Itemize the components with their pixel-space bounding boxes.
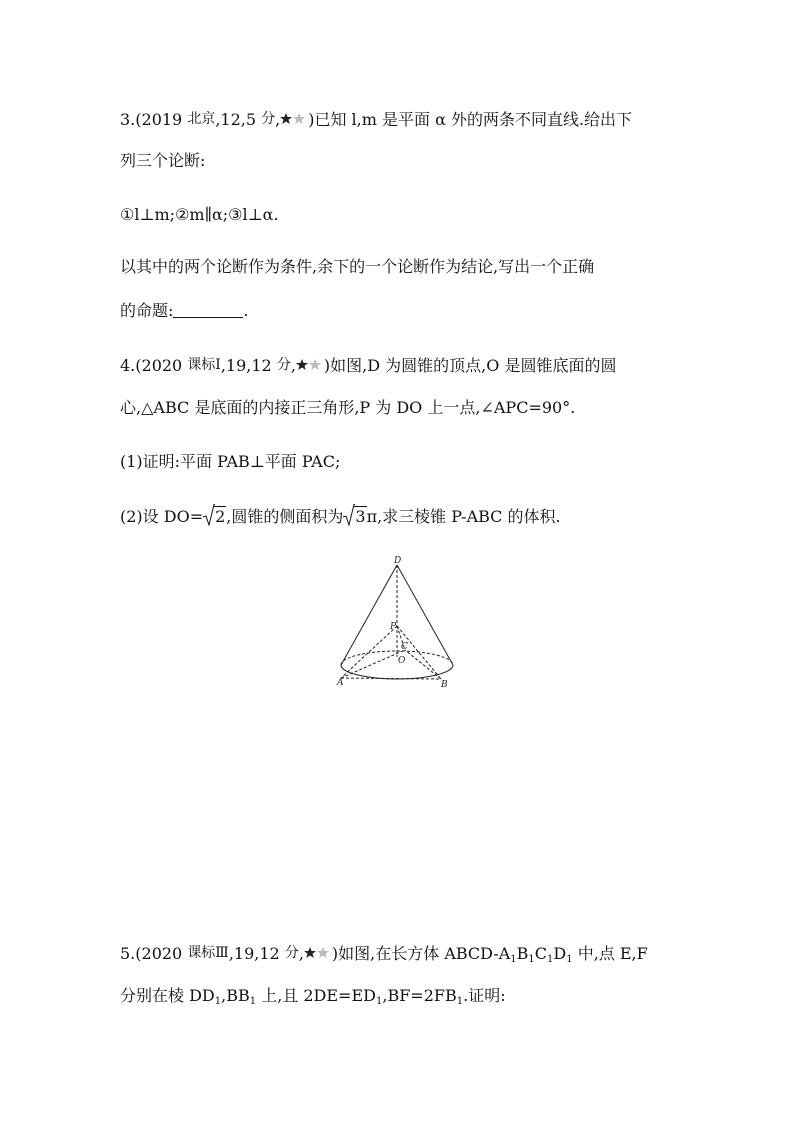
answer-blank[interactable]: [173, 303, 243, 318]
problem-5-line-1: 5.(2020 课标Ⅲ,19,12 分, )如图,在长方体 ABCD-$A_1B_1C_1D_1$ 中,点 E,F: [120, 944, 648, 965]
radicand: 2: [215, 507, 226, 526]
subscript: 1: [249, 996, 257, 1007]
problem-text: .证明:: [463, 986, 506, 1005]
source-tag: 课标Ⅲ: [187, 945, 229, 961]
source-tag: 课标Ⅰ: [187, 357, 221, 373]
problem-3-line-4: 以其中的两个论断作为条件,余下的一个论断作为结论,写出一个正确: [120, 257, 595, 276]
problem-4-line-2: 心,△ABC 是底面的内接正三角形,P 为 DO 上一点,∠APC=90°.: [120, 398, 576, 417]
problem-3-line-1: 3.(2019 北京,12,5 分, )已知 l,m 是平面 α 外的两条不同直线.给出下: [120, 110, 633, 129]
sqrt-expression: [343, 506, 366, 528]
problem-4-part-1: (1)证明:平面 PAB⊥平面 PAC;: [120, 452, 341, 471]
subscript: 1: [547, 954, 554, 965]
problem-number: 5.(2020: [120, 944, 188, 963]
problem-text: )已知 l,m 是平面 α 外的两条不同直线.给出下: [308, 110, 633, 129]
problem-3-statements: ①l⊥m;②m∥α;③l⊥α.: [120, 205, 279, 224]
edge-AB: [341, 678, 441, 679]
problem-4-line-1: 4.(2020 课标Ⅰ,19,12 分, )如图,D 为圆锥的顶点,O 是圆锥底面的圆: [120, 356, 617, 375]
subscript: 1: [528, 954, 535, 965]
problem-text: )如图,在长方体 ABCD-A: [331, 944, 511, 963]
label-C: C: [401, 642, 408, 652]
edge-AC: [341, 650, 405, 678]
label-D: D: [394, 556, 402, 566]
problem-3-line-5: [120, 300, 249, 322]
subscript: 1: [214, 996, 222, 1007]
problem-5-line-2: [120, 985, 506, 1013]
label-B: B: [441, 680, 448, 688]
radical-icon: [203, 504, 215, 526]
label-A: A: [337, 678, 344, 688]
subscript: 1: [566, 954, 573, 965]
difficulty-stars-icon: [296, 358, 324, 372]
problem-text: π,求三棱锥 P-ABC 的体积.: [366, 507, 561, 526]
base-ellipse-front: [341, 665, 453, 679]
subscript: 1: [375, 996, 383, 1007]
problem-text: D: [553, 944, 567, 963]
problem-text: ,圆锥的侧面积为: [226, 507, 344, 526]
problem-text: 的命题:: [120, 301, 174, 320]
problem-text: 上,且 2DE=ED: [256, 986, 376, 1005]
edge-PA: [341, 626, 397, 678]
subscript: 1: [510, 954, 517, 965]
problem-text: B: [516, 944, 529, 963]
problem-4-part-2: [120, 506, 561, 528]
cone-figure: [335, 553, 455, 688]
label-P: P: [390, 622, 397, 632]
problem-text: ,BF=2FB: [382, 986, 457, 1005]
problem-meta: ,19,12: [220, 356, 277, 375]
problem-number: 4.(2020: [120, 356, 188, 375]
score-unit: 分: [284, 945, 299, 961]
difficulty-stars-icon: [280, 112, 308, 126]
problem-text: (2)设 DO=: [120, 507, 204, 526]
slant-edge-left: [341, 565, 397, 665]
problem-text: )如图,D 为圆锥的顶点,O 是圆锥底面的圆: [323, 356, 617, 375]
score-unit: 分: [276, 357, 291, 373]
problem-meta: ,12,5: [215, 110, 262, 129]
difficulty-stars-icon: [304, 946, 332, 960]
radical-icon: [343, 504, 355, 526]
score-unit: 分: [261, 111, 276, 127]
subscript: 1: [456, 996, 464, 1007]
problem-number: 3.(2019: [120, 110, 188, 129]
problem-text: 中,点 E,F: [572, 944, 648, 963]
period: .: [243, 301, 249, 320]
source-tag: 北京: [187, 111, 216, 127]
problem-text: 分别在棱 DD: [120, 986, 215, 1005]
edge-BC: [405, 650, 441, 679]
problem-3-line-2: 列三个论断:: [120, 151, 206, 170]
problem-meta: ,19,12: [228, 944, 285, 963]
sqrt-expression: [203, 506, 226, 528]
radicand: 3: [355, 507, 366, 526]
problem-text: C: [534, 944, 548, 963]
label-O: O: [398, 656, 406, 666]
problem-text: ,BB: [221, 986, 250, 1005]
